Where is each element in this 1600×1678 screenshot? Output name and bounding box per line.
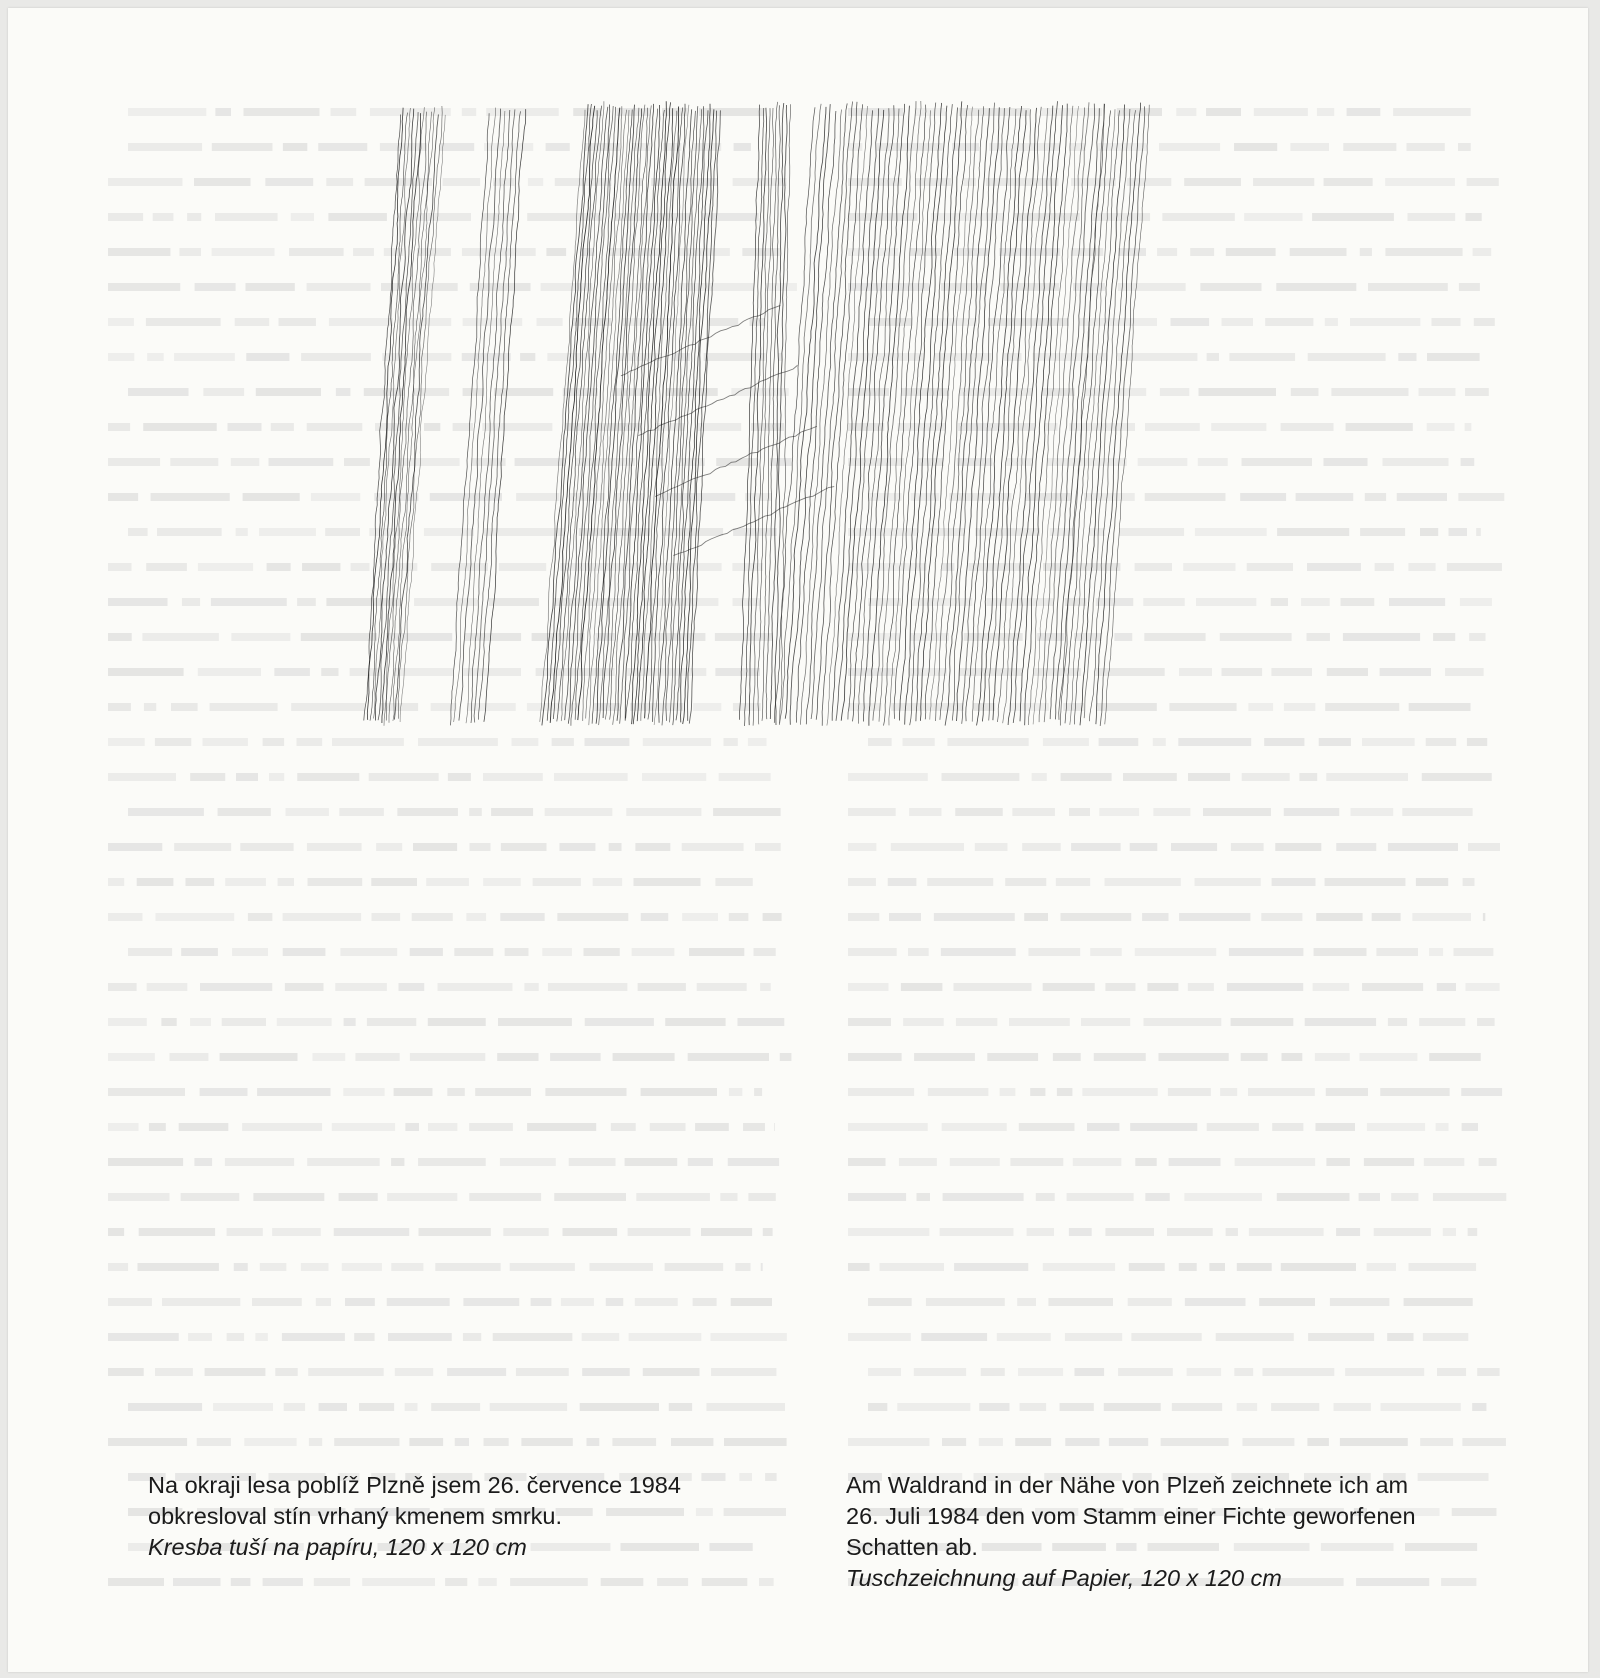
caption-german-line-2: 26. Juli 1984 den vom Stamm einer Fichte geworfenen	[846, 1503, 1416, 1529]
caption-german-medium: Tuschzeichnung auf Papier, 120 x 120 cm	[846, 1565, 1282, 1591]
caption-german-line-3: Schatten ab.	[846, 1534, 978, 1560]
caption-german	[846, 1470, 1546, 1594]
ink-drawing-spruce-shadow	[360, 96, 1200, 726]
caption-czech-medium: Kresba tuší na papíru, 120 x 120 cm	[148, 1534, 527, 1560]
caption-german-line-1: Am Waldrand in der Nähe von Plzeň zeichnete ich am	[846, 1472, 1409, 1498]
catalog-page	[8, 8, 1588, 1672]
caption-czech-line-1: Na okraji lesa poblíž Plzně jsem 26. července 1984	[148, 1472, 681, 1498]
caption-czech	[148, 1470, 848, 1563]
caption-czech-line-2: obkresloval stín vrhaný kmenem smrku.	[148, 1503, 563, 1529]
